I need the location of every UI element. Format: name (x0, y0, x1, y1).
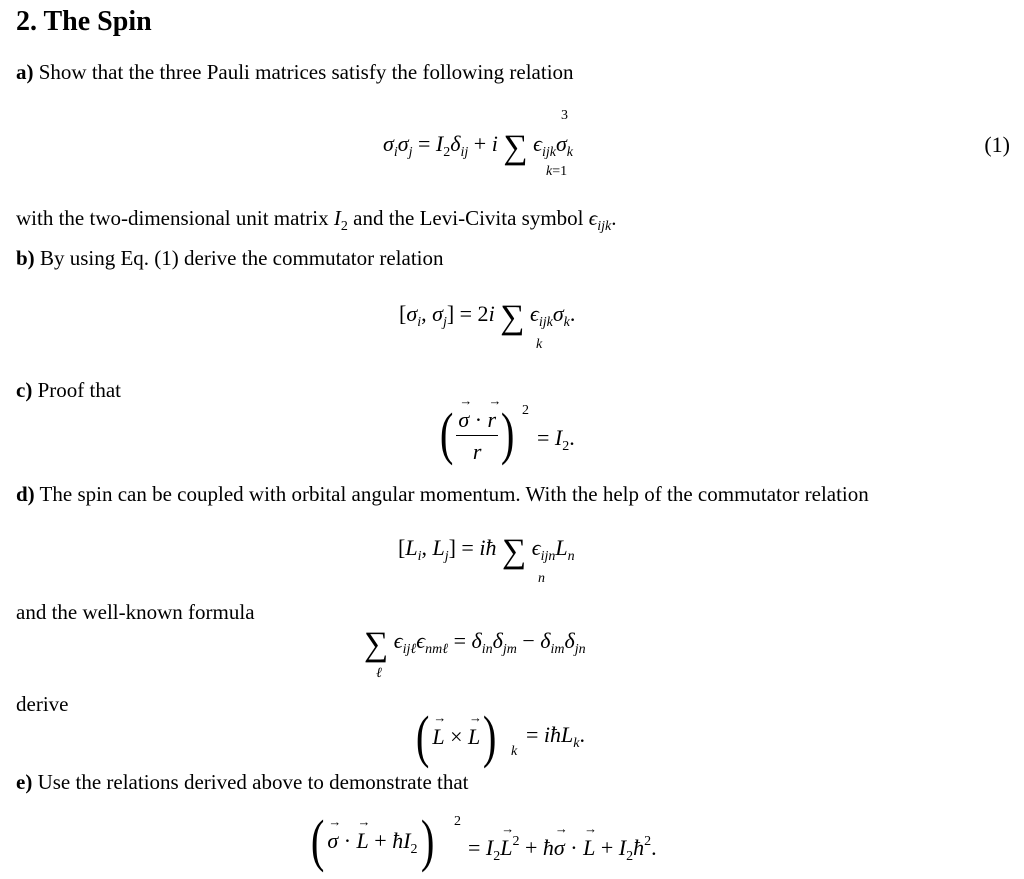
part-c-statement (16, 376, 1011, 404)
part-a-after-1: with the two-dimensional unit matrix (16, 206, 334, 230)
part-b-statement (16, 244, 1011, 272)
commutator-sigma-equation: [$\sigma_i$, $\sigma_j] = 2i$ ∑ $\epsilon_{ijk}\sigma_k$. k (399, 299, 576, 352)
equation-1-number: (1) (984, 132, 1010, 157)
part-a-followup: with the two-dimensional unit matrix $I_2$ and the Levi-Civita symbol $\epsilon_{ijk}$. (16, 206, 617, 234)
part-a-label: a) (16, 60, 34, 84)
part-a-after-2: and the Levi-Civita symbol (347, 206, 589, 230)
part-c-label: c) (16, 378, 33, 402)
final-equation: (→ σ · → $L + ħI_2$) 2 = $I_2\to L^2$ + ħ→ σ · → $L + I_2ħ^2$. (308, 808, 728, 872)
part-a-text: Show that the three Pauli matrices satisfy the following relation (33, 60, 574, 84)
part-c-text: Proof that (32, 378, 121, 402)
equation-1: $\sigma_i\sigma_j = I_2\delta_{ij} + i$ ∑ $\epsilon_{ijk}\sigma_k$ 3 k=1 (383, 108, 574, 179)
part-d-text-2: and the well-known formula (16, 600, 255, 624)
part-e-statement (16, 768, 1011, 796)
part-d-label: d) (16, 482, 35, 506)
part-e-label: e) (16, 770, 33, 794)
part-d-text: The spin can be coupled with orbital angular momentum. With the help of the commutator relation (34, 482, 869, 506)
part-b-text: By using Eq. (1) derive the commutator relation (34, 246, 444, 270)
sigma-dot-r-equation: ( → $\frac{\sigma \cdot \to r}{r}$ ) 2 = $I_2$. (437, 403, 617, 471)
levi-civita-identity: ∑ $\epsilon_{ij\ell}\epsilon_{nm\ell} = \delta_{in}\delta_{jm} - \delta_{im}\delta_{jn}$ ℓ (364, 626, 586, 681)
part-e-text: Use the relations derived above to demonstrate that (32, 770, 469, 794)
part-a-statement (16, 58, 1011, 86)
part-b-label: b) (16, 246, 35, 270)
section-title: 2. The Spin (16, 6, 152, 37)
commutator-L-equation: [$L_i$, $L_j$] = iħ ∑ $\epsilon_{ijn}L_n$ n (398, 533, 575, 586)
part-d-statement (16, 480, 1011, 508)
part-a-after-3: . (611, 206, 617, 230)
L-cross-L-equation: (→ L × → L) k = iħL$_k$. (413, 708, 633, 766)
part-d-text-3: derive (16, 692, 69, 716)
